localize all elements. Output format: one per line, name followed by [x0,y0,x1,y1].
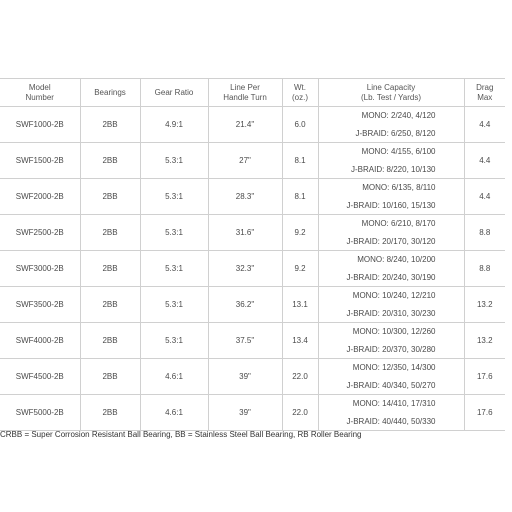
table-row [0,107,505,143]
gear-ratio-cell: 5.3:1 [140,179,208,215]
table-row [0,395,505,431]
line-capacity-cell [318,287,464,323]
gear-ratio-cell: 5.3:1 [140,287,208,323]
mono-capacity: MONO: 6/135, 8/110 [362,183,436,193]
header-label-line: (Lb. Test / Yards) [360,92,422,102]
weight-cell: 9.2 [282,215,318,251]
model-number-cell: SWF1000-2B [0,107,80,143]
braid-capacity: J-BRAID: 10/160, 15/130 [346,200,436,210]
header-label-line: Gear Ratio [154,87,194,97]
header-label-line: Number [25,92,54,102]
braid-capacity: J-BRAID: 20/370, 30/280 [346,344,436,354]
header-label-line: Model [28,83,51,93]
gear-ratio-cell: 4.9:1 [140,107,208,143]
line-per-turn-cell: 36.2" [208,287,282,323]
weight-cell: 13.4 [282,323,318,359]
drag-max-cell: 17.6 [464,395,505,431]
weight-cell: 22.0 [282,359,318,395]
line-capacity-cell [318,359,464,395]
line-capacity-cell [318,179,464,215]
header-line-capacity [318,79,464,107]
spec-table-container [0,78,512,431]
model-number-cell: SWF3500-2B [0,287,80,323]
table-row [0,323,505,359]
drag-max-cell: 17.6 [464,359,505,395]
line-capacity-cell [318,107,464,143]
braid-capacity: J-BRAID: 20/240, 30/190 [346,272,436,282]
table-row [0,215,505,251]
mono-capacity: MONO: 8/240, 10/200 [357,255,436,265]
mono-capacity: MONO: 12/350, 14/300 [352,363,436,373]
bearings-cell: 2BB [80,107,140,143]
braid-capacity: J-BRAID: 6/250, 8/120 [355,128,436,138]
header-model-number [0,79,80,107]
bearings-cell: 2BB [80,359,140,395]
header-label-line: (oz.) [292,92,308,102]
braid-capacity: J-BRAID: 20/310, 30/230 [346,308,436,318]
line-per-turn-cell: 37.5" [208,323,282,359]
gear-ratio-cell: 5.3:1 [140,323,208,359]
gear-ratio-cell: 5.3:1 [140,143,208,179]
model-number-cell: SWF2500-2B [0,215,80,251]
line-per-turn-cell: 28.3" [208,179,282,215]
model-number-cell: SWF4500-2B [0,359,80,395]
bearings-cell: 2BB [80,143,140,179]
gear-ratio-cell: 5.3:1 [140,215,208,251]
header-label-line: Bearings [94,87,126,97]
line-per-turn-cell: 31.6" [208,215,282,251]
braid-capacity: J-BRAID: 40/340, 50/270 [346,380,436,390]
bearings-cell: 2BB [80,179,140,215]
gear-ratio-cell: 4.6:1 [140,359,208,395]
braid-capacity: J-BRAID: 20/170, 30/120 [346,236,436,246]
line-capacity-cell [318,143,464,179]
line-per-turn-cell: 32.3" [208,251,282,287]
mono-capacity: MONO: 10/240, 12/210 [352,291,436,301]
mono-capacity: MONO: 4/155, 6/100 [361,147,436,157]
header-line-per-handle-turn [208,79,282,107]
line-capacity-cell [318,323,464,359]
drag-max-cell: 8.8 [464,251,505,287]
model-number-cell: SWF5000-2B [0,395,80,431]
model-number-cell: SWF2000-2B [0,179,80,215]
braid-capacity: J-BRAID: 8/220, 10/130 [351,164,436,174]
header-label-line: Wt. [294,83,306,93]
header-gear-ratio [140,79,208,107]
table-row [0,251,505,287]
model-number-cell: SWF3000-2B [0,251,80,287]
drag-max-cell: 4.4 [464,107,505,143]
line-capacity-cell [318,215,464,251]
braid-capacity: J-BRAID: 40/440, 50/330 [346,416,436,426]
mono-capacity: MONO: 6/210, 8/170 [361,219,436,229]
table-row [0,287,505,323]
mono-capacity: MONO: 2/240, 4/120 [361,111,436,121]
table-row [0,179,505,215]
header-bearings [80,79,140,107]
weight-cell: 8.1 [282,179,318,215]
drag-max-cell: 4.4 [464,143,505,179]
drag-max-cell: 13.2 [464,323,505,359]
mono-capacity: MONO: 10/300, 12/260 [352,327,436,337]
weight-cell: 13.1 [282,287,318,323]
line-per-turn-cell: 39" [208,359,282,395]
spec-table [0,78,505,431]
header-weight [282,79,318,107]
footnote: CRBB = Super Corrosion Resistant Ball Bearing, BB = Stainless Steel Ball Bearing, RB Roller Bearing [0,430,362,439]
header-drag-max [464,79,505,107]
line-capacity-cell [318,251,464,287]
mono-capacity: MONO: 14/410, 17/310 [352,399,436,409]
gear-ratio-cell: 4.6:1 [140,395,208,431]
weight-cell: 9.2 [282,251,318,287]
bearings-cell: 2BB [80,251,140,287]
weight-cell: 22.0 [282,395,318,431]
line-per-turn-cell: 27" [208,143,282,179]
header-label-line: Drag [476,83,494,93]
line-per-turn-cell: 21.4" [208,107,282,143]
model-number-cell: SWF1500-2B [0,143,80,179]
weight-cell: 6.0 [282,107,318,143]
header-label-line: Max [477,92,493,102]
drag-max-cell: 13.2 [464,287,505,323]
bearings-cell: 2BB [80,287,140,323]
gear-ratio-cell: 5.3:1 [140,251,208,287]
header-label-line: Line Capacity [366,83,416,93]
bearings-cell: 2BB [80,215,140,251]
drag-max-cell: 8.8 [464,215,505,251]
header-label-line: Line Per [230,83,260,93]
weight-cell: 8.1 [282,143,318,179]
table-row [0,143,505,179]
drag-max-cell: 4.4 [464,179,505,215]
bearings-cell: 2BB [80,395,140,431]
table-body [0,107,505,431]
line-capacity-cell [318,395,464,431]
table-row [0,359,505,395]
header-label-line: Handle Turn [223,92,267,102]
header-row [0,79,505,107]
line-per-turn-cell: 39" [208,395,282,431]
model-number-cell: SWF4000-2B [0,323,80,359]
bearings-cell: 2BB [80,323,140,359]
